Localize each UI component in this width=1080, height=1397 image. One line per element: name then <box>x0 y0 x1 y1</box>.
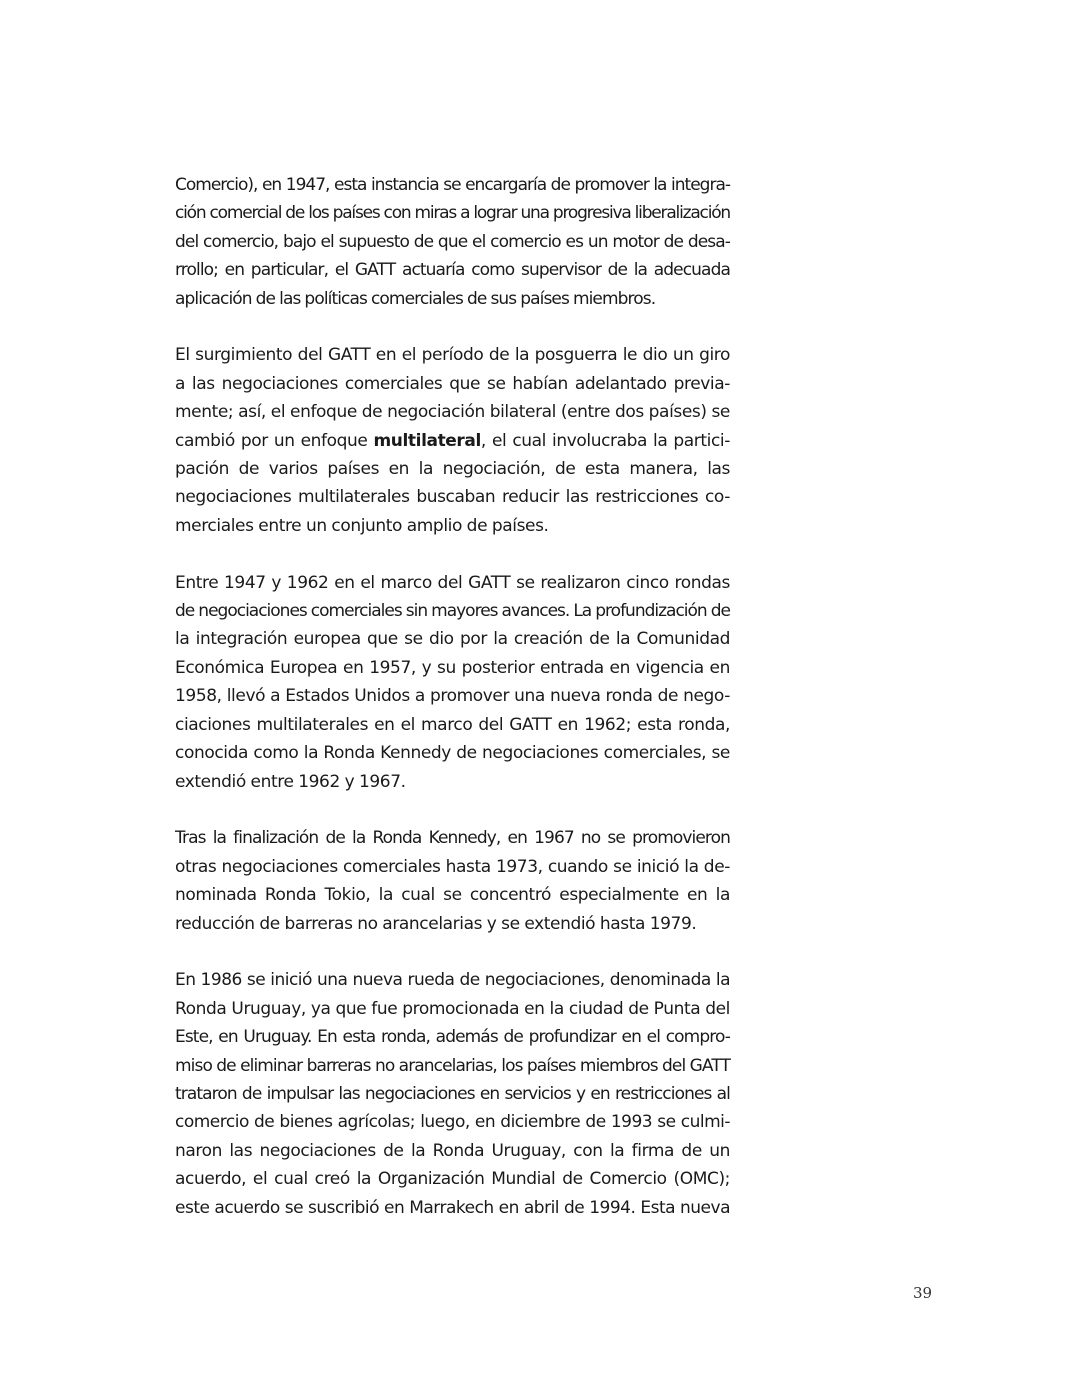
text-line: reducción de barreras no arancelarias y se extendió hasta 1979. <box>175 913 697 934</box>
text-line: 1958, llevó a Estados Unidos a promover una nueva ronda de nego- <box>175 686 730 707</box>
text-line: nominada Ronda Tokio, la cual se concentró especialmente en la <box>175 885 730 906</box>
text-line: Económica Europea en 1957, y su posterior entrada en vigencia en <box>175 657 730 678</box>
text-line: Este, en Uruguay. En esta ronda, además de profundizar en el compro- <box>175 1027 730 1048</box>
text-line: Ronda Uruguay, ya que fue promocionada en la ciudad de Punta del <box>175 998 730 1019</box>
text-line: comercio de bienes agrícolas; luego, en diciembre de 1993 se culmi- <box>175 1112 730 1133</box>
paragraph-3 <box>175 569 730 796</box>
paragraph-1 <box>175 171 730 313</box>
text-line <box>175 427 730 455</box>
text-fragment: cambió por un enfoque <box>175 430 374 451</box>
text-fragment: , el cual involucraba la partici- <box>480 430 730 451</box>
emphasis-multilateral: multilateral <box>373 430 481 451</box>
text-line: mente; así, el enfoque de negociación bilateral (entre dos países) se <box>175 402 730 423</box>
text-line: de negociaciones comerciales sin mayores avances. La profundización de <box>175 601 730 622</box>
text-line: trataron de impulsar las negociaciones en servicios y en restricciones al <box>175 1083 730 1104</box>
text-line: este acuerdo se suscribió en Marrakech en abril de 1994. Esta nueva <box>175 1197 730 1218</box>
body-text <box>175 171 730 1250</box>
text-line: ción comercial de los países con miras a lograr una progresiva liberalización <box>175 203 730 224</box>
text-line: Comercio), en 1947, esta instancia se encargaría de promover la integra- <box>175 175 730 195</box>
text-line: rrollo; en particular, el GATT actuaría como supervisor de la adecuada <box>175 260 730 281</box>
paragraph-5 <box>175 966 730 1222</box>
text-line: aplicación de las políticas comerciales de sus países miembros. <box>175 288 656 309</box>
text-line: pación de varios países en la negociación, de esta manera, las <box>175 459 730 480</box>
page-number: 39 <box>913 1284 933 1302</box>
text-line: del comercio, bajo el supuesto de que el comercio es un motor de desa- <box>175 231 730 252</box>
text-line: conocida como la Ronda Kennedy de negociaciones comerciales, se <box>175 743 730 764</box>
text-line: naron las negociaciones de la Ronda Uruguay, con la firma de un <box>175 1140 730 1161</box>
text-line: En 1986 se inició una nueva rueda de negociaciones, denominada la <box>175 970 730 991</box>
text-line: otras negociaciones comerciales hasta 1973, cuando se inició la de- <box>175 856 730 877</box>
text-line: merciales entre un conjunto amplio de países. <box>175 515 549 536</box>
text-line: extendió entre 1962 y 1967. <box>175 771 406 792</box>
text-line: Entre 1947 y 1962 en el marco del GATT se realizaron cinco rondas <box>175 572 730 593</box>
text-line: Tras la finalización de la Ronda Kennedy, en 1967 no se promovieron <box>175 828 730 849</box>
text-line: a las negociaciones comerciales que se habían adelantado previa- <box>175 373 730 394</box>
paragraph-4 <box>175 824 730 938</box>
text-line: acuerdo, el cual creó la Organización Mundial de Comercio (OMC); <box>175 1169 730 1190</box>
text-line: ciaciones multilaterales en el marco del GATT en 1962; esta ronda, <box>175 714 730 735</box>
text-line: El surgimiento del GATT en el período de la posguerra le dio un giro <box>175 345 730 366</box>
text-line: negociaciones multilaterales buscaban reducir las restricciones co- <box>175 487 730 508</box>
text-line: la integración europea que se dio por la creación de la Comunidad <box>175 629 730 650</box>
text-line: miso de eliminar barreras no arancelarias, los países miembros del GATT <box>175 1055 730 1076</box>
paragraph-2 <box>175 341 730 540</box>
